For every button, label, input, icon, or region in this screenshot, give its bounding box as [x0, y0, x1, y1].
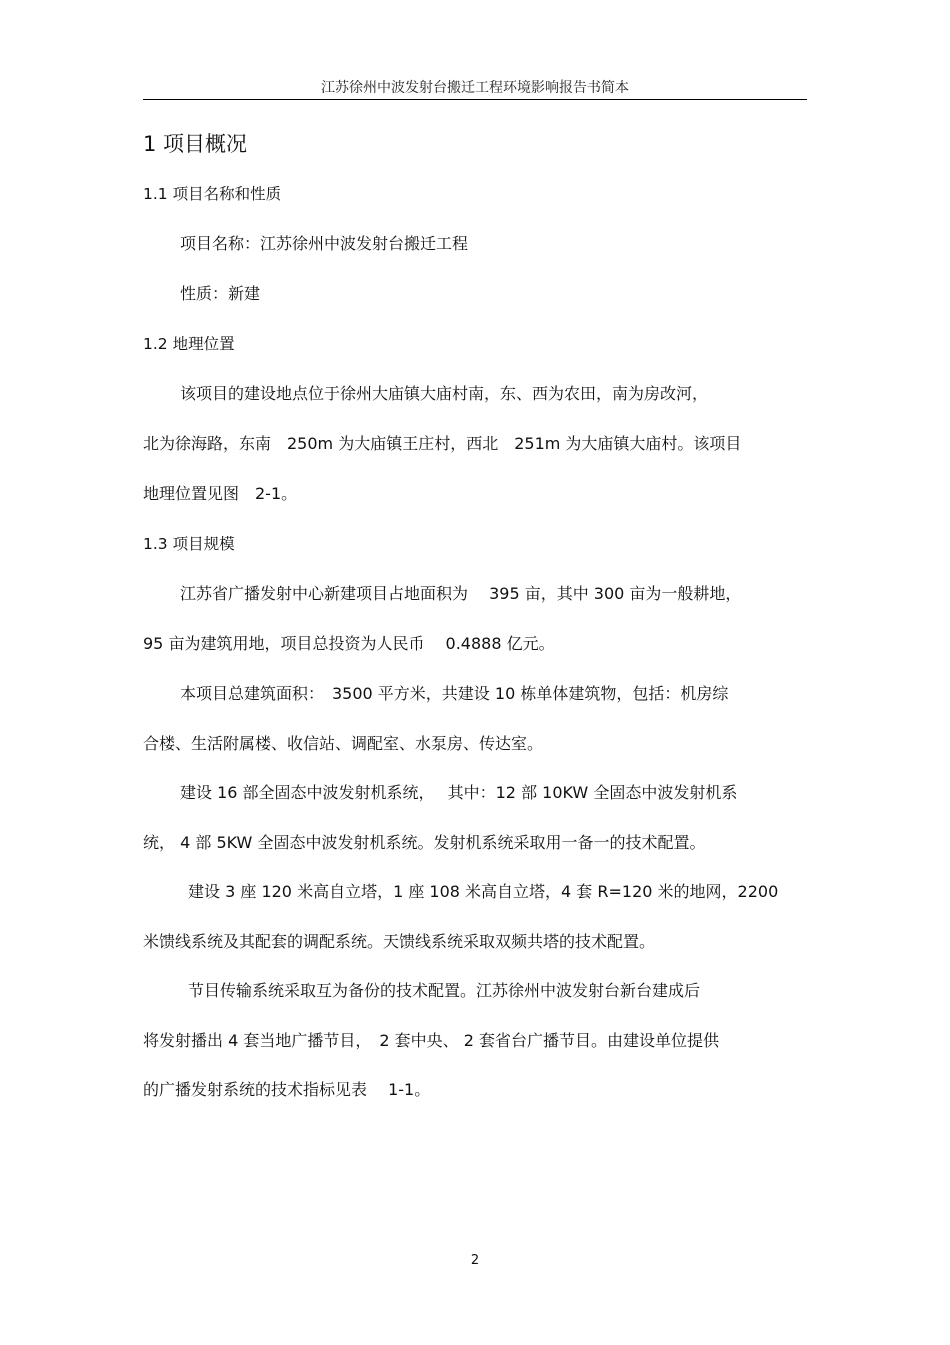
paragraph-line: 节目传输系统采取互为备份的技术配置。江苏徐州中波发射台新台建成后: [188, 981, 701, 1000]
paragraph-line: 米馈线系统及其配套的调配系统。天馈线系统采取双频共塔的技术配置。: [143, 932, 656, 951]
paragraph-line: 该项目的建设地点位于徐州大庙镇大庙村南，东、西为农田，南为房改河，: [180, 384, 709, 403]
paragraph-line: 本项目总建筑面积： 3500 平方米，共建设 10 栋单体建筑物，包括：机房综: [180, 684, 729, 703]
paragraph-line: 95 亩为建筑用地，项目总投资为人民币 0.4888 亿元。: [143, 634, 555, 653]
subsection-heading-1-3: 1.3 项目规模: [143, 535, 235, 553]
subsection-heading-1-2: 1.2 地理位置: [143, 335, 235, 353]
paragraph-line: 地理位置见图 2-1。: [143, 484, 298, 503]
document-title: 江苏徐州中波发射台搬迁工程环境影响报告书简本: [321, 80, 629, 96]
section-heading: 1 项目概况: [143, 132, 248, 156]
paragraph-line: 北为徐海路，东南 250m 为大庙镇王庄村，西北 251m 为大庙镇大庙村。该项目: [143, 434, 742, 453]
header-divider: [143, 99, 807, 100]
page-number: 2: [470, 1253, 480, 1268]
paragraph-line: 江苏省广播发射中心新建项目占地面积为 395 亩，其中 300 亩为一般耕地，: [180, 584, 742, 603]
paragraph-line: 统， 4 部 5KW 全固态中波发射机系统。发射机系统采取用一备一的技术配置。: [143, 833, 706, 852]
paragraph-line: 建设 16 部全固态中波发射机系统， 其中：12 部 10KW 全固态中波发射机系: [180, 783, 738, 802]
subsection-heading-1-1: 1.1 项目名称和性质: [143, 185, 282, 203]
project-name-line: 项目名称：江苏徐州中波发射台搬迁工程: [180, 234, 469, 253]
paragraph-line: 合楼、生活附属楼、收信站、调配室、水泵房、传达室。: [143, 734, 544, 753]
project-nature-line: 性质：新建: [180, 284, 261, 303]
paragraph-line: 的广播发射系统的技术指标见表 1-1。: [143, 1080, 431, 1099]
paragraph-line: 将发射播出 4 套当地广播节目， 2 套中央、 2 套省台广播节目。由建设单位提供: [143, 1031, 719, 1050]
paragraph-line: 建设 3 座 120 米高自立塔，1 座 108 米高自立塔，4 套 R=120 米的地网，2200: [188, 882, 779, 901]
